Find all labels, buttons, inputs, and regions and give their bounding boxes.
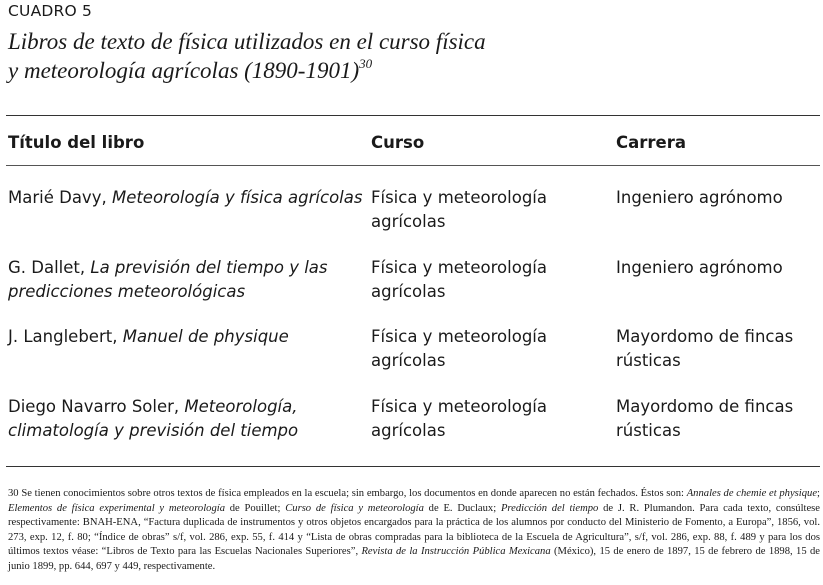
footnote-italic-4: Predicción del tiempo — [500, 502, 599, 514]
row-1-author: Marié Davy, — [8, 188, 112, 207]
footnote-italic-1: Annales de chemie et physique — [686, 488, 818, 499]
row-4-author: Diego Navarro Soler, — [8, 397, 185, 416]
row-2-title-part-2: predicciones meteorológicas — [8, 282, 246, 301]
footnote-text-3: de Pouillet; — [225, 502, 286, 514]
footnote-italic-5: Revista de la Instrucción Pública Mexicana — [361, 546, 551, 557]
row-4-course: Física y meteorología agrícolas — [371, 397, 547, 440]
table-title — [8, 27, 788, 85]
header-rule — [6, 165, 820, 166]
row-4-book — [8, 395, 363, 443]
footnote-text-2: ; — [817, 488, 820, 499]
row-4-career: Mayordomo de fincas rústicas — [616, 397, 794, 440]
footnote — [8, 487, 820, 574]
row-1-career: Ingeniero agrónomo — [616, 188, 783, 207]
row-1-book — [8, 186, 363, 210]
row-2-course: Física y meteorología agrícolas — [371, 258, 547, 301]
footnote-text-1: 30 Se tienen conocimientos sobre otros textos de física empleados en la escuela; sin embargo, los documentos en donde aparecen no están fechados. Éstos son: — [8, 488, 687, 499]
title-footnote-ref[interactable]: 30 — [359, 56, 373, 71]
row-2-book — [8, 256, 363, 304]
row-2-title-part-1: La previsión del tiempo y las — [90, 258, 328, 277]
title-line-1: Libros de texto de física utilizados en el curso física — [8, 29, 486, 54]
header-book-title: Título del libro — [8, 133, 145, 152]
header-course: Curso — [371, 133, 425, 152]
row-2-author: G. Dallet, — [8, 258, 91, 277]
footnote-text-6: (México), 15 de enero de 1897, 15 de febrero de 1898, 15 de junio 1899, pp. 644, 697 y 449, respectivamente. — [8, 546, 820, 572]
row-4-title-part-1: Meteorología, — [184, 397, 298, 416]
row-3-career: Mayordomo de fincas rústicas — [616, 327, 794, 370]
row-3-course: Física y meteorología agrícolas — [371, 327, 547, 370]
row-1-course: Física y meteorología agrícolas — [371, 188, 547, 231]
header-career: Carrera — [616, 133, 686, 152]
table-label: CUADRO 5 — [8, 2, 93, 20]
row-1-title: Meteorología y física agrícolas — [111, 188, 363, 207]
row-4-title-part-2: climatología y previsión del tiempo — [8, 421, 299, 440]
footnote-text-4: de E. Duclaux; — [423, 502, 501, 514]
table-bottom-rule — [6, 466, 820, 467]
row-3-book — [8, 325, 363, 349]
table-top-rule — [6, 115, 820, 116]
row-3-author: J. Langlebert, — [8, 327, 123, 346]
footnote-italic-2: Elementos de física experimental y meteorología — [8, 502, 225, 514]
footnote-text-5: de J. R. Plumandon. Para cada texto, consúltese respectivamente: BNAH-ENA, “Factura duplicada de instrumentos y otros objetos encargados para la práctica de los alumnos por conducto del Ministerio de Fomento, a Europa”, 1856, vol. 273, exp. 12, f. 80; “Índice de obras” s/f, vol. 286, exp. 55, f. 414 y “Lista de obras compradas para la biblioteca de la Escuela de Agricultura”, s/f, vol. 286, exp. 88, f. 489 y para los dos últimos textos véase: “Libros de Texto para las Escuelas Nacionales Superiores”, — [8, 502, 821, 557]
row-3-title: Manuel de physique — [122, 327, 289, 346]
footnote-italic-3: Curso de física y meteorología — [285, 502, 424, 514]
row-2-career: Ingeniero agrónomo — [616, 258, 783, 277]
title-line-2: y meteorología agrícolas (1890-1901) — [8, 58, 360, 83]
